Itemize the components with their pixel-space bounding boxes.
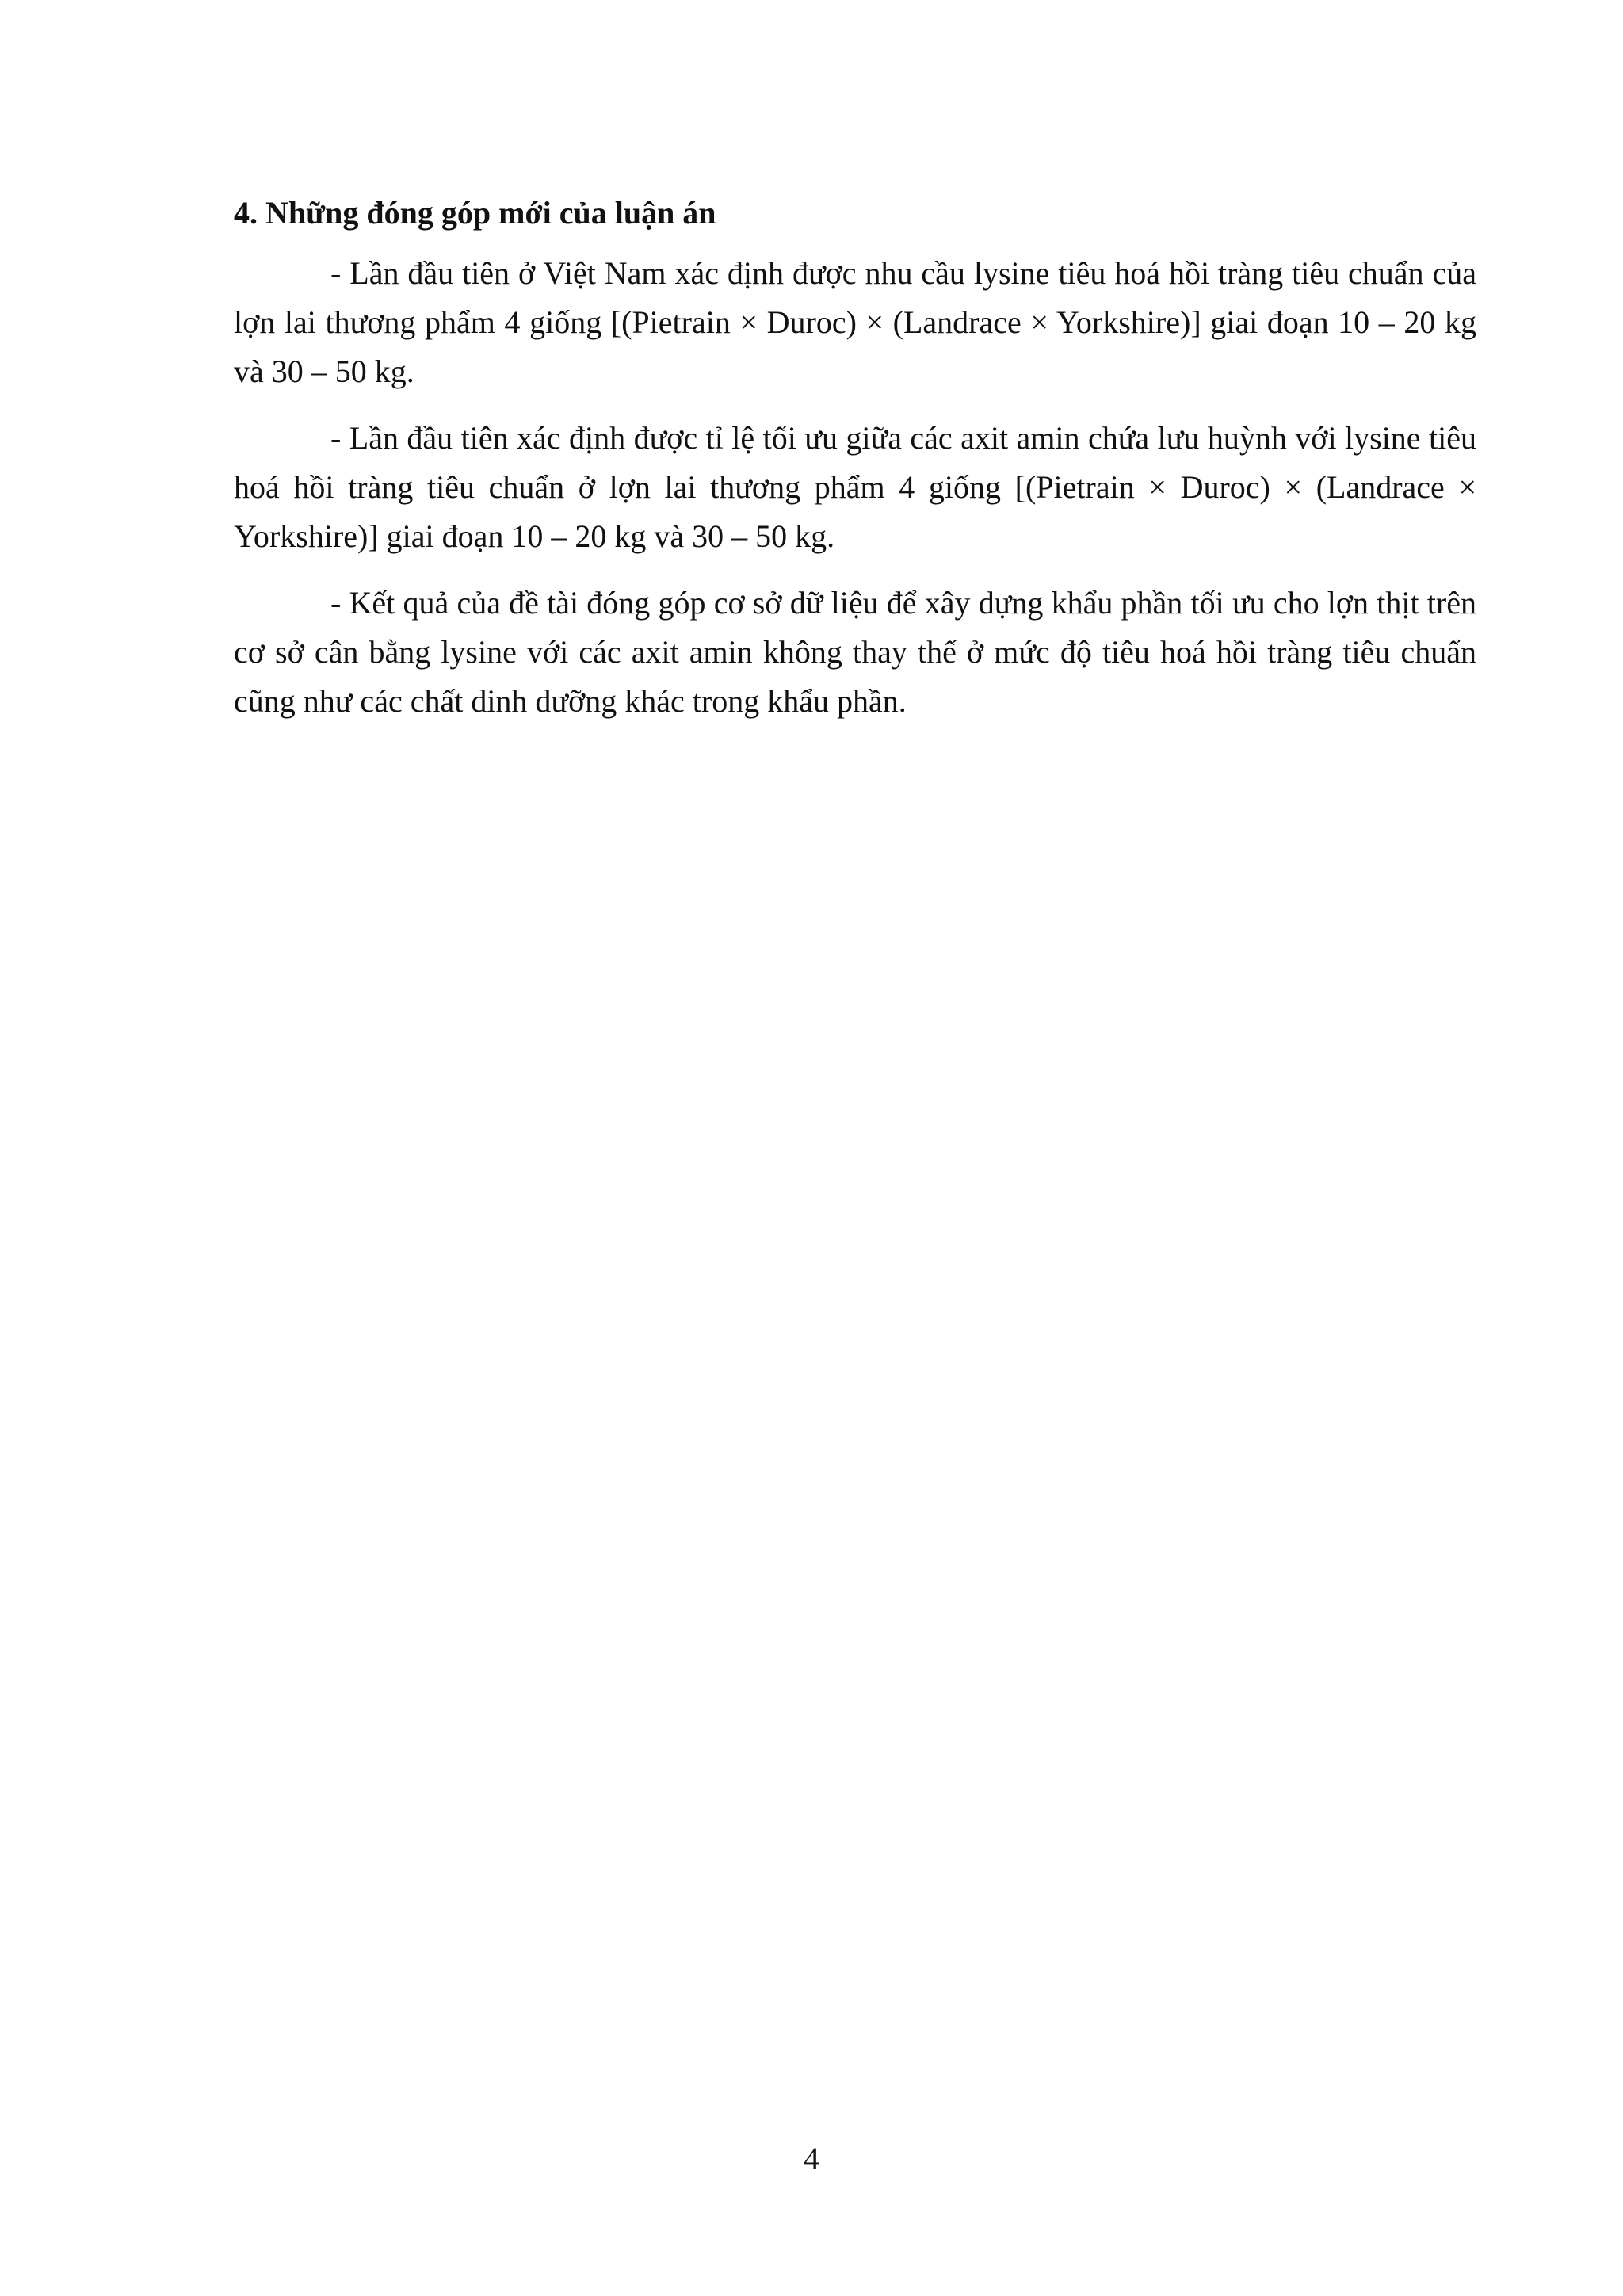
page-content [234, 189, 1476, 743]
paragraph-2: - Lần đầu tiên xác định được tỉ lệ tối ưu giữa các axit amin chứa lưu huỳnh với lysine tiêu hoá hồi tràng tiêu chuẩn ở lợn lai thương phẩm 4 giống [(Pietrain × Duroc) × (Landrace × Yorkshire)] giai đoạn 10 – 20 kg và 30 – 50 kg. [234, 420, 1476, 554]
section-heading: 4. Những đóng góp mới của luận án [234, 195, 716, 231]
paragraph-1: - Lần đầu tiên ở Việt Nam xác định được nhu cầu lysine tiêu hoá hồi tràng tiêu chuẩn của lợn lai thương phẩm 4 giống [(Pietrain × Duroc) × (Landrace × Yorkshire)] giai đoạn 10 – 20 kg và 30 – 50 kg. [234, 255, 1476, 389]
paragraph-3: - Kết quả của đề tài đóng góp cơ sở dữ liệu để xây dựng khẩu phần tối ưu cho lợn thịt trên cơ sở cân bằng lysine với các axit amin không thay thế ở mức độ tiêu hoá hồi tràng tiêu chuẩn cũng như các chất dinh dưỡng khác trong khẩu phần. [234, 585, 1476, 719]
page-number: 4 [804, 2141, 819, 2176]
